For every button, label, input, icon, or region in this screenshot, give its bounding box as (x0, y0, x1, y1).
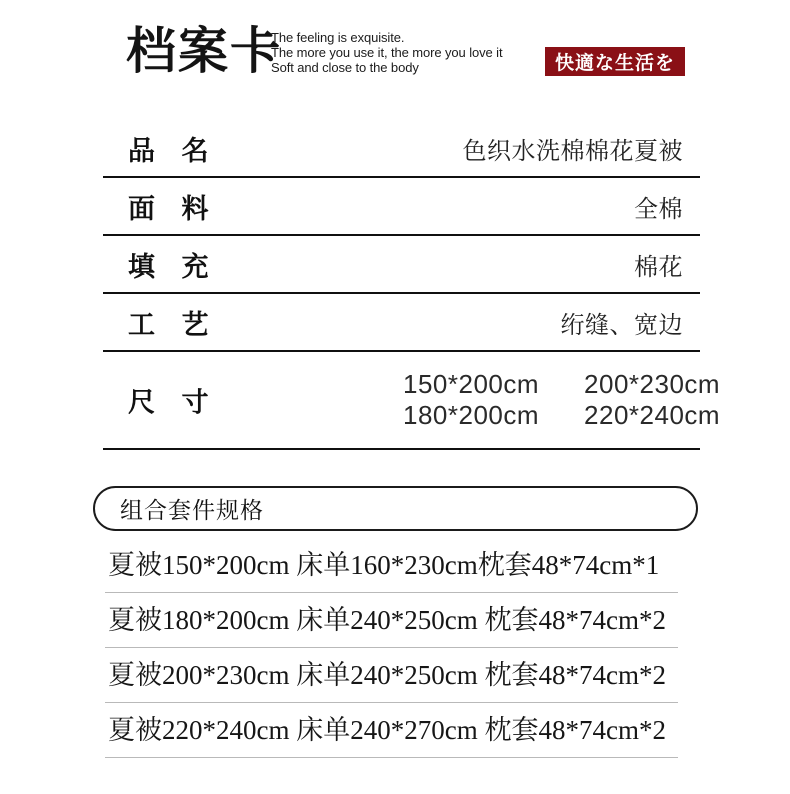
spec-label: 面 料 (128, 193, 210, 224)
page-title: 档案卡 (126, 23, 282, 79)
size-value: 220*240cm (584, 400, 721, 430)
spec-label: 品 名 (128, 135, 210, 166)
combo-list (105, 538, 678, 758)
size-value: 150*200cm (403, 369, 540, 399)
spec-row-craft (103, 294, 700, 352)
list-item: 夏被200*230cm 床单240*250cm 枕套48*74cm*2 (105, 648, 678, 703)
spec-row-product-name (103, 120, 700, 178)
tagline-line-1: The feeling is exquisite. (271, 30, 405, 45)
spec-value: 棉花 (634, 253, 683, 281)
promo-badge: 快適な生活を (545, 47, 685, 76)
tagline-line-3: Soft and close to the body (271, 60, 419, 75)
tagline (271, 30, 502, 75)
spec-row-size (103, 352, 721, 450)
list-item: 夏被180*200cm 床单240*250cm 枕套48*74cm*2 (105, 593, 678, 648)
spec-value: 色织水洗棉棉花夏被 (462, 137, 683, 165)
tagline-line-2: The more you use it, the more you love it (271, 45, 503, 60)
spec-row-filling (103, 236, 700, 294)
size-grid (403, 369, 720, 431)
spec-label: 工 艺 (128, 309, 210, 340)
spec-value: 全棉 (634, 195, 683, 223)
spec-label: 填 充 (128, 251, 210, 282)
list-item: 夏被150*200cm 床单160*230cm枕套48*74cm*1 (105, 538, 678, 593)
list-item: 夏被220*240cm 床单240*270cm 枕套48*74cm*2 (105, 703, 678, 758)
spec-value: 绗缝、宽边 (560, 311, 683, 339)
combo-title-pill (93, 486, 698, 531)
spec-label: 尺 寸 (128, 387, 210, 418)
spec-row-fabric (103, 178, 700, 236)
combo-title: 组合套件规格 (120, 498, 264, 523)
spec-table (103, 120, 721, 450)
size-value: 200*230cm (584, 369, 721, 399)
size-value: 180*200cm (403, 400, 540, 430)
